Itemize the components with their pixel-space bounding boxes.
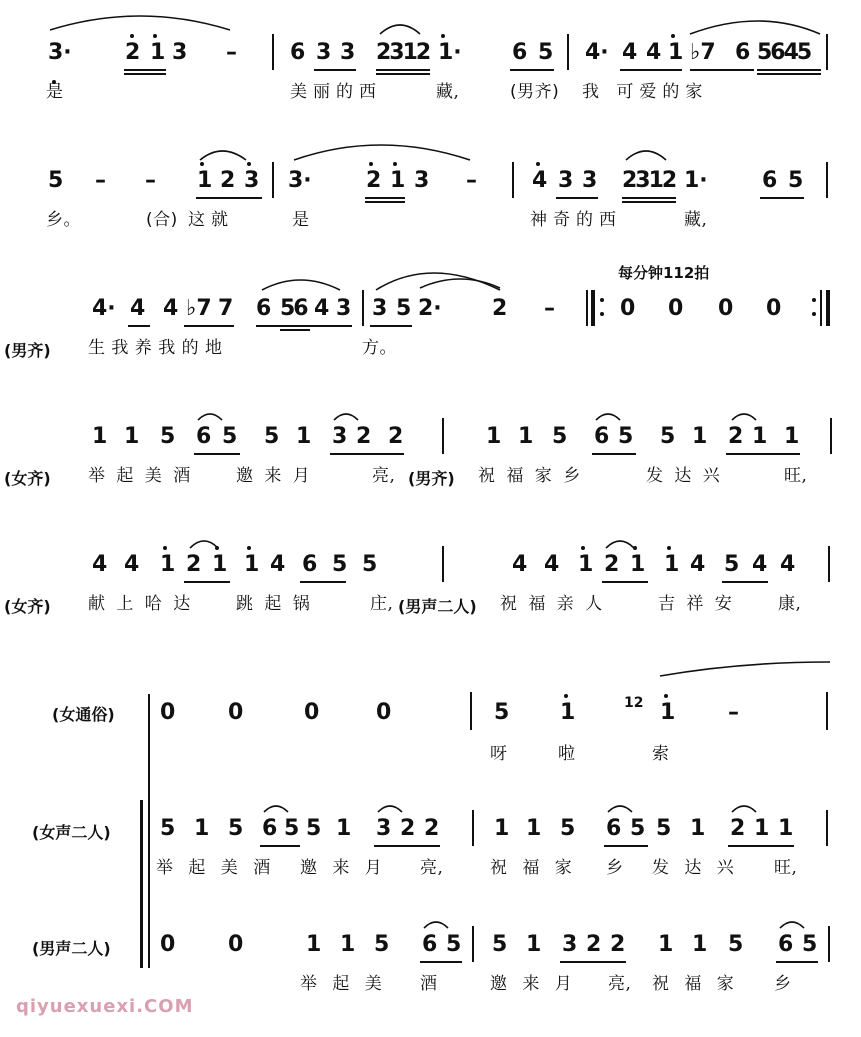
note: 3 (336, 296, 352, 321)
note: – (728, 700, 739, 725)
note: 5 (788, 168, 804, 193)
lyric: 啦 (558, 744, 576, 764)
note: 3 (582, 168, 598, 193)
note: 5 (306, 816, 322, 841)
note: 2312 (622, 168, 676, 193)
lyric: 旺, (784, 466, 808, 486)
grace-note: 12 (624, 695, 644, 711)
lyric: 祝 福 家 (490, 858, 577, 878)
note: 4 (130, 296, 146, 321)
part-label: (女齐) (4, 469, 51, 488)
note: 1 (778, 816, 794, 841)
note: 1 (150, 40, 166, 65)
note: 0 (668, 296, 684, 321)
lyric: 邀 来 月 (490, 974, 577, 994)
note: 1 (754, 816, 770, 841)
note: 2 (586, 932, 602, 957)
lyric: 吉 祥 安 (658, 594, 735, 614)
note: 1 (494, 816, 510, 841)
note: 5 (332, 552, 348, 577)
lyric: 酒 (420, 974, 438, 994)
note: 5 (728, 932, 744, 957)
lyric: 亮, (372, 466, 396, 486)
note: 7 (218, 296, 234, 321)
note: 3 (340, 40, 356, 65)
note: 6 (290, 40, 306, 65)
note: – (466, 168, 477, 193)
note: 0 (228, 932, 244, 957)
note: 4 (270, 552, 286, 577)
note: 4· (585, 40, 609, 65)
note: – (145, 168, 156, 193)
lyric: 举 起 美 (300, 974, 387, 994)
note: 1 (578, 552, 594, 577)
note: 1 (194, 816, 210, 841)
lyric: 乡 (774, 974, 792, 994)
lyric: 旺, (774, 858, 798, 878)
note: 0 (160, 700, 176, 725)
note: 3 (414, 168, 430, 193)
note: 2 (492, 296, 508, 321)
note: 5 (492, 932, 508, 957)
note: 5 (494, 700, 510, 725)
note: 4 (690, 552, 706, 577)
note: 1 (692, 932, 708, 957)
note: 3· (288, 168, 312, 193)
note: 5 (560, 816, 576, 841)
part-label: (男齐) (408, 469, 455, 488)
note: 3 (372, 296, 388, 321)
note: 3 (244, 168, 260, 193)
note: 2 (604, 552, 620, 577)
lyric: 藏, (436, 82, 460, 102)
note: 1 (160, 552, 176, 577)
note: 2 (400, 816, 416, 841)
note: 5 (374, 932, 390, 957)
note: 2 (125, 40, 141, 65)
lyric: 跳 起 锅 (236, 594, 313, 614)
note: 6 (735, 40, 751, 65)
note: 56 (280, 296, 307, 321)
note: 6 (196, 424, 212, 449)
note: 5 (264, 424, 280, 449)
note: 2 (220, 168, 236, 193)
note: 4 (124, 552, 140, 577)
note: 2 (730, 816, 746, 841)
note: 1 (197, 168, 213, 193)
note: 1 (664, 552, 680, 577)
note: 5 (538, 40, 554, 65)
note: 2 (610, 932, 626, 957)
lyric: 呀 (490, 744, 508, 764)
lyric: 亮, (608, 974, 632, 994)
note: 4 (314, 296, 330, 321)
note: 0 (160, 932, 176, 957)
note: 1 (336, 816, 352, 841)
note: 6 (422, 932, 438, 957)
note: 1 (752, 424, 768, 449)
part-label: (男齐) (4, 341, 51, 360)
note: 4 (752, 552, 768, 577)
note: 0 (718, 296, 734, 321)
lyric: 生 我 养 我 的 地 (88, 338, 223, 358)
note: 0 (228, 700, 244, 725)
lyric: 发 达 兴 (652, 858, 739, 878)
note: 6 (256, 296, 272, 321)
note: 1 (630, 552, 646, 577)
lyric: 献 上 哈 达 (88, 594, 194, 614)
lyric: 康, (778, 594, 802, 614)
note: 1 (296, 424, 312, 449)
lyric: 乡 (606, 858, 624, 878)
note: 6 (262, 816, 278, 841)
lyric: 祝 福 家 (652, 974, 739, 994)
tempo-marking: 每分钟112拍 (618, 264, 710, 282)
note: 0 (766, 296, 782, 321)
lyric: 藏, (684, 210, 708, 230)
note: – (226, 40, 237, 65)
lyric: 乡。 (46, 210, 81, 230)
note: ♭7 (186, 296, 212, 321)
part-label: (男声二人) (398, 597, 477, 616)
watermark: qiyuexuexi.COM (16, 996, 194, 1017)
lyric: 方。 (362, 338, 397, 358)
note: 3 (172, 40, 188, 65)
lyric: 美丽的西 (290, 82, 382, 102)
note: 4 (512, 552, 528, 577)
note: 2 (728, 424, 744, 449)
note: 1 (560, 700, 576, 725)
part-label: (女齐) (4, 597, 51, 616)
note: 5 (362, 552, 378, 577)
note: 2 (356, 424, 372, 449)
note: 4 (544, 552, 560, 577)
note: 1· (684, 168, 708, 193)
note: 1 (518, 424, 534, 449)
note: 1 (390, 168, 406, 193)
note: 6 (762, 168, 778, 193)
note: 3 (376, 816, 392, 841)
note: 6 (778, 932, 794, 957)
note: 5 (48, 168, 64, 193)
note: 2 (424, 816, 440, 841)
note: 6 (302, 552, 318, 577)
note: 3 (316, 40, 332, 65)
note: 3 (562, 932, 578, 957)
lyric: 庄, (370, 594, 394, 614)
note: 5 (618, 424, 634, 449)
lyric: 亮, (420, 858, 444, 878)
note: 2 (366, 168, 382, 193)
note: 5 (802, 932, 818, 957)
note: 5 (656, 816, 672, 841)
note: 1 (658, 932, 674, 957)
note: 0 (620, 296, 636, 321)
note: 3· (48, 40, 72, 65)
note: 2312 (376, 40, 430, 65)
lyric: 发 达 兴 (646, 466, 723, 486)
lyric: (合) (146, 210, 178, 230)
note: 5 (284, 816, 300, 841)
part-label: (女声二人) (32, 823, 111, 842)
lyric: 祝 福 亲 人 (500, 594, 606, 614)
note: 5 (396, 296, 412, 321)
note: 1· (438, 40, 462, 65)
note: 4 (646, 40, 662, 65)
note: 4 (622, 40, 638, 65)
note: 4 (780, 552, 796, 577)
note: – (95, 168, 106, 193)
lyric: 索 (652, 744, 670, 764)
lyric: 神奇的西 (530, 210, 622, 230)
note: 4 (163, 296, 179, 321)
note: 1 (212, 552, 228, 577)
note: 4· (92, 296, 116, 321)
note: 5645 (757, 40, 811, 65)
note: 2· (418, 296, 442, 321)
note: 0 (376, 700, 392, 725)
note: 5 (160, 816, 176, 841)
lyric: 举 起 美 酒 (156, 858, 276, 878)
lyric: 邀 来 月 (300, 858, 387, 878)
note: 1 (244, 552, 260, 577)
note: 4 (92, 552, 108, 577)
note: 5 (446, 932, 462, 957)
note: 1 (690, 816, 706, 841)
note: 6 (512, 40, 528, 65)
note: ♭7 (690, 40, 716, 65)
note: 1 (124, 424, 140, 449)
note: 1 (526, 932, 542, 957)
lyric: 邀 来 月 (236, 466, 313, 486)
lyric: 是 (292, 210, 310, 230)
note: 5 (660, 424, 676, 449)
note: 2 (186, 552, 202, 577)
note: 1 (692, 424, 708, 449)
note: 6 (594, 424, 610, 449)
lyric: 这就 (188, 210, 234, 230)
note: 1 (340, 932, 356, 957)
lyric: (男齐) (510, 82, 560, 102)
note: 5 (630, 816, 646, 841)
note: 1 (784, 424, 800, 449)
lyric: 祝 福 家 乡 (478, 466, 584, 486)
note: 5 (228, 816, 244, 841)
part-label: (男声二人) (32, 939, 111, 958)
note: 1 (668, 40, 684, 65)
note: 1 (306, 932, 322, 957)
note: 5 (724, 552, 740, 577)
note: 4 (532, 168, 548, 193)
note: 5 (160, 424, 176, 449)
lyric: 是 (46, 82, 64, 102)
note: 1 (486, 424, 502, 449)
note: 3 (332, 424, 348, 449)
part-label: (女通俗) (52, 705, 115, 724)
note: 6 (606, 816, 622, 841)
note: 0 (304, 700, 320, 725)
note: 1 (660, 700, 676, 725)
note: 2 (388, 424, 404, 449)
note: 1 (526, 816, 542, 841)
note: 1 (92, 424, 108, 449)
lyric: 我 可爱的家 (582, 82, 709, 102)
note: 3 (558, 168, 574, 193)
note: 5 (222, 424, 238, 449)
note: 5 (552, 424, 568, 449)
lyric: 举 起 美 酒 (88, 466, 194, 486)
note: – (544, 296, 555, 321)
